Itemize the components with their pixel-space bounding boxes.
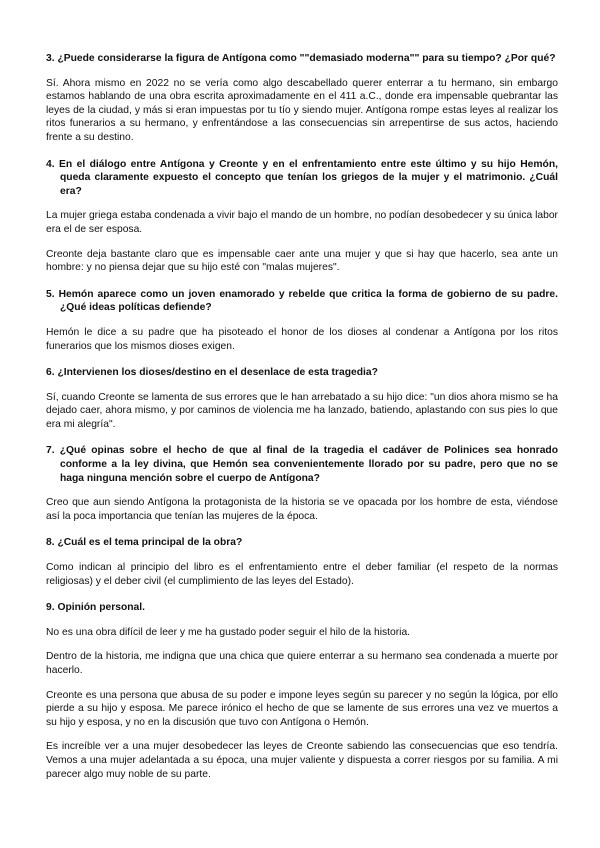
answer-5: Hemón le dice a su padre que ha pisoteado el honor de los dioses al condenar a Antígona por los ritos funerarios que los mismos dioses exigen. <box>46 326 558 352</box>
answer-4-paragraph-1: La mujer griega estaba condenada a vivir bajo el mando de un hombre, no podían desobedecer y su única labor era el de ser esposa. <box>46 210 558 235</box>
answer-3: Sí. Ahora mismo en 2022 no se vería como algo descabellado querer enterrar a tu hermano, sin embargo estamos hablando de una obra escrita aproximadamente en el 411 a.C., donde era impensable quebrantar las leyes de la ciudad, y más si eran impuestas por tu tío y siendo mujer. Antígona rompe estas leyes al realizar los ritos funerarios a su hermano, y enfrentándose a las consecuencias sin arrepentirse de sus actos, haciendo frente a su destino. <box>46 77 558 143</box>
question-3: 3. ¿Puede considerarse la figura de Antígona como ""demasiado moderna"" para su tiempo? ¿Por qué? <box>46 53 556 64</box>
opinion-paragraph-2: Dentro de la historia, me indigna que una chica que quiere enterrar a su hermano sea condenada a muerte por hacerlo. <box>46 651 558 676</box>
question-5: 5. Hemón aparece como un joven enamorado y rebelde que critica la forma de gobierno de su padre. ¿Qué ideas políticas defiende? <box>46 288 558 314</box>
question-8: 8. ¿Cuál es el tema principal de la obra? <box>46 537 243 549</box>
answer-4-paragraph-2: Creonte deja bastante claro que es impensable caer ante una mujer y que si hay que hacerlo, sea ante un hombre: y no piensa dejar que su hijo esté con "malas mujeres". <box>46 248 558 274</box>
opinion-paragraph-3: Creonte es una persona que abusa de su poder e impone leyes según su parecer y no según la lógica, por ello pierde a su hijo y esposa. Me parece irónico el hecho de que se lamente de sus errores una vez ve muertos a su hijo y esposa, y no en la discusión que tuvo con Antígona o Hemón. <box>46 689 558 728</box>
answer-6: Sí, cuando Creonte se lamenta de sus errores que le han arrebatado a su hijo dice: "un dios ahora mismo se ha dejado caer, ahora mismo, y por caminos de violencia me ha lanzado, batiendo, aplastando con sus pies lo que era mi alegría". <box>46 391 558 430</box>
question-7: 7. ¿Qué opinas sobre el hecho de que al final de la tragedia el cadáver de Polinices sea honrado conforme a la ley divina, que Hemón sea convenientemente llorado por su padre, pero que no se haga ninguna mención sobre el cuerpo de Antígona? <box>46 445 558 484</box>
question-9: 9. Opinión personal. <box>46 602 145 614</box>
opinion-paragraph-4: Es increíble ver a una mujer desobedecer las leyes de Creonte sabiendo las consecuencias que eso tendría. Vemos a una mujer adelantada a su época, una mujer valiente y dispuesta a correr riesgos por su familia. A mi parecer algo muy noble de su parte. <box>46 741 558 780</box>
opinion-paragraph-1: No es una obra difícil de leer y me ha gustado poder seguir el hilo de la historia. <box>46 626 411 638</box>
answer-7: Creo que aun siendo Antígona la protagonista de la historia se ve opacada por los hombre de esta, viéndose así la poca importancia que tenían las mujeres de la época. <box>46 497 558 522</box>
question-6: 6. ¿Intervienen los dioses/destino en el desenlace de esta tragedia? <box>46 367 378 379</box>
answer-8: Como indican al principio del libro es el enfrentamiento entre el deber familiar (el respeto de la normas religiosas) y el deber civil (el cumplimiento de las leyes del Estado). <box>46 562 558 587</box>
question-4: 4. En el diálogo entre Antígona y Creonte y en el enfrentamiento entre este último y su hijo Hemón, queda claramente expuesto el concepto que tenían los griegos de la mujer y el matrimonio. ¿Cuál era? <box>46 158 558 197</box>
